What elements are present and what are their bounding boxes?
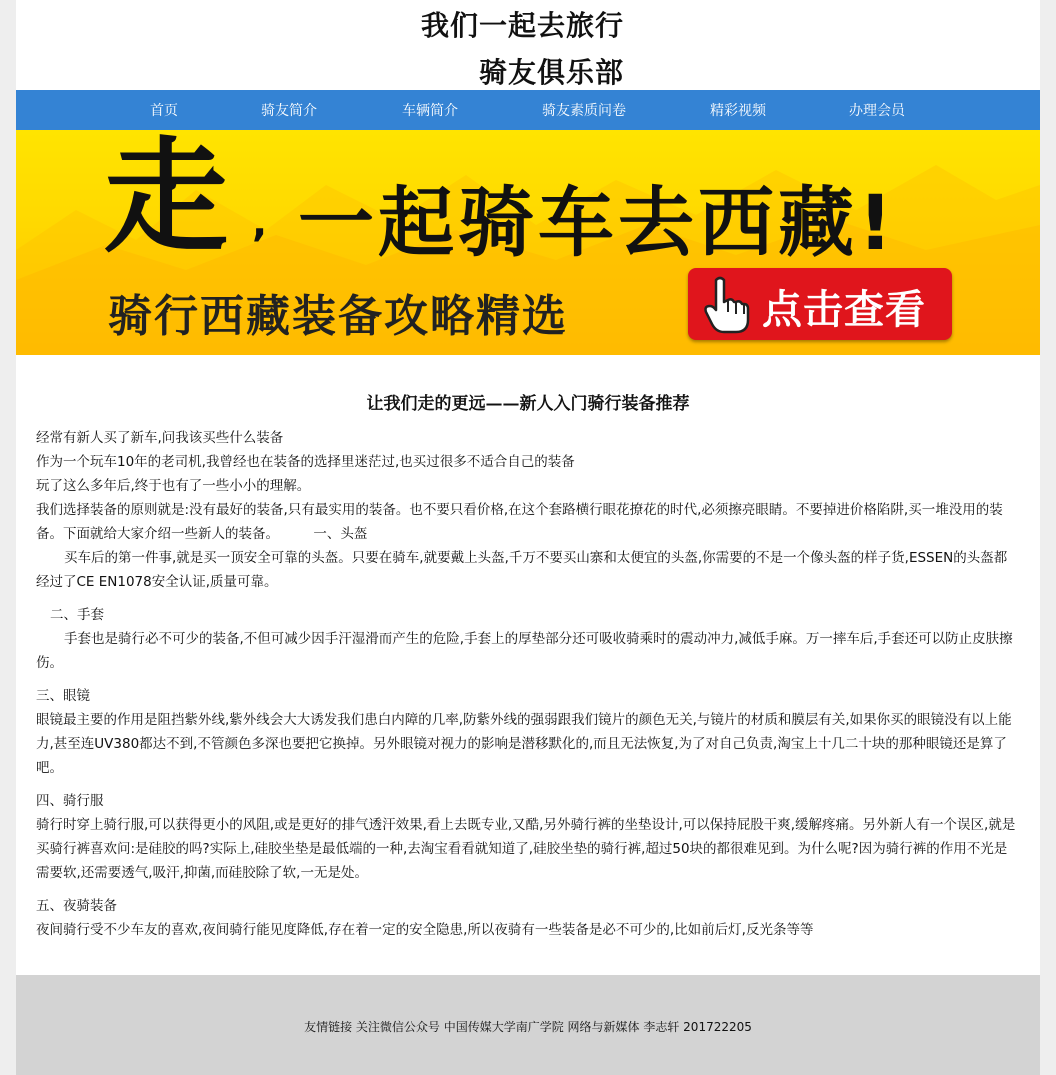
glasses-heading: 三、眼镜 (36, 688, 90, 704)
promo-banner[interactable] (16, 130, 1040, 355)
main-nav (16, 90, 1040, 130)
site-header (16, 0, 1040, 90)
pointing-hand-icon (702, 276, 750, 334)
helmet-paragraph: 买车后的第一件事,就是买一顶安全可靠的头盔。只要在骑车,就要戴上头盔,千万不要买山寨和太便宜的头盔,你需要的不是一个像头盔的样子货,ESSEN的头盔都经过了CE EN1078安全认证,质量可靠。 (36, 550, 1008, 590)
nav-item-vehicle-intro[interactable]: 车辆简介 (402, 103, 458, 119)
page-container (16, 0, 1040, 1075)
glasses-paragraph: 眼镜最主要的作用是阻挡紫外线,紫外线会大大诱发我们患白内障的几率,防紫外线的强弱跟我们镜片的颜色无关,与镜片的材质和膜层有关,如果你买的眼镜没有以上能力,甚至连UV380都达不到,不管颜色多深也要把它换掉。另外眼镜对视力的影响是潜移默化的,而且无法恢复,为了对自己负责,淘宝上十几二十块的那种眼镜还是算了吧。 (36, 712, 1012, 776)
site-footer (16, 975, 1040, 1075)
nav-item-home[interactable]: 首页 (150, 103, 178, 119)
intro-line-1: 经常有新人买了新车,问我该买些什么装备 (36, 430, 284, 446)
nav-item-membership[interactable]: 办理会员 (849, 103, 905, 119)
nav-item-rider-intro[interactable]: 骑友简介 (261, 103, 317, 119)
site-title-line1: 我们一起去旅行 (421, 9, 625, 42)
gloves-heading: 二、手套 (50, 607, 104, 623)
clothing-heading: 四、骑行服 (36, 793, 104, 809)
nav-item-questionnaire[interactable]: 骑友素质问卷 (542, 103, 626, 119)
night-paragraph: 夜间骑行受不少车友的喜欢,夜间骑行能见度降低,存在着一定的安全隐患,所以夜骑有一些装备是必不可少的,比如前后灯,反光条等等 (36, 922, 814, 938)
gloves-paragraph: 手套也是骑行必不可少的装备,不但可减少因手汗湿滑而产生的危险,手套上的厚垫部分还可吸收骑乘时的震动冲力,减低手麻。万一摔车后,手套还可以防止皮肤擦伤。 (36, 631, 1013, 671)
article-title: 让我们走的更远——新人入门骑行装备推荐 (366, 394, 690, 414)
clothing-paragraph: 骑行时穿上骑行服,可以获得更小的风阻,或是更好的排气透汗效果,看上去既专业,又酷,另外骑行裤的坐垫设计,可以保持屁股干爽,缓解疼痛。另外新人有一个误区,就是买骑行裤喜欢问:是硅胶的吗?实际上,硅胶坐垫是最低端的一种,去淘宝看看就知道了,硅胶坐垫的骑行裤,超过50块的都很难见到。为什么呢?因为骑行裤的作用不光是需要软,还需要透气,吸汗,抑菌,而硅胶除了软,一无是处。 (36, 817, 1016, 881)
night-heading: 五、夜骑装备 (36, 898, 117, 914)
intro-line-4: 我们选择装备的原则就是:没有最好的装备,只有最实用的装备。也不要只看价格,在这个套路横行眼花撩花的时代,必须擦亮眼睛。不要掉进价格陷阱,买一堆没用的装备。下面就给大家介绍一些新人的装备。 一、头盔 (36, 502, 1003, 542)
intro-line-2: 作为一个玩车10年的老司机,我曾经也在装备的选择里迷茫过,也买过很多不适合自己的装备 (36, 454, 575, 470)
banner-view-label: 点击查看 (762, 287, 926, 333)
intro-line-3: 玩了这么多年后,终于也有了一些小小的理解。 (36, 478, 311, 494)
banner-view-button[interactable] (688, 268, 952, 340)
article-body (36, 426, 1020, 942)
nav-item-videos[interactable]: 精彩视频 (710, 103, 766, 119)
site-title-line2: 骑友俱乐部 (479, 56, 625, 89)
banner-subline: 骑行西藏装备攻略精选 (108, 291, 568, 342)
banner-big-char: 走 (104, 130, 229, 270)
banner-headline: 一起骑车去西藏! (298, 178, 897, 267)
footer-text: 友情链接 关注微信公众号 中国传媒大学南广学院 网络与新媒体 李志轩 201722205 (304, 1020, 752, 1034)
banner-comma: , (252, 200, 268, 246)
